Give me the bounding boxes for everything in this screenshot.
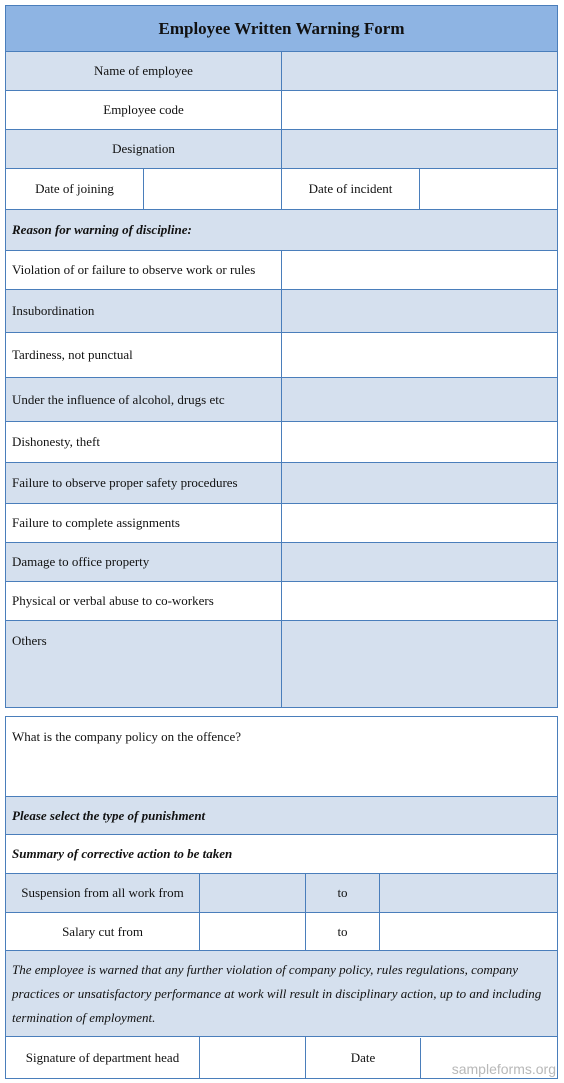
date-label: Date (306, 1038, 421, 1078)
reason-field[interactable] (282, 290, 558, 333)
designation-field[interactable] (282, 130, 558, 169)
reason-field[interactable] (282, 333, 558, 378)
corrective-action-table (5, 716, 558, 1079)
employee-code-label: Employee code (6, 91, 282, 130)
date-incident-field[interactable] (420, 169, 558, 210)
suspension-to-field[interactable] (380, 874, 558, 913)
date-joining-field[interactable] (144, 169, 282, 210)
suspension-label: Suspension from all work from (6, 874, 200, 913)
signature-field[interactable] (200, 1037, 306, 1079)
form-title: Employee Written Warning Form (6, 6, 558, 52)
punishment-heading: Please select the type of punishment (6, 797, 558, 835)
suspension-to-label: to (306, 874, 380, 913)
employee-code-field[interactable] (282, 91, 558, 130)
salary-cut-from-field[interactable] (200, 913, 306, 951)
date-incident-label: Date of incident (282, 169, 420, 210)
reason-label: Tardiness, not punctual (6, 333, 282, 378)
reason-field[interactable] (282, 251, 558, 290)
reason-label: Dishonesty, theft (6, 422, 282, 463)
salary-cut-to-label: to (306, 913, 380, 951)
salary-cut-to-field[interactable] (380, 913, 558, 951)
employee-name-label: Name of employee (6, 52, 282, 91)
policy-question[interactable]: What is the company policy on the offence? (6, 717, 558, 797)
designation-label: Designation (6, 130, 282, 169)
reason-field[interactable] (282, 504, 558, 543)
reason-field[interactable] (282, 422, 558, 463)
signature-label: Signature of department head (6, 1037, 200, 1079)
suspension-from-field[interactable] (200, 874, 306, 913)
employee-info-table (5, 5, 558, 708)
reason-label: Physical or verbal abuse to co-workers (6, 582, 282, 621)
employee-name-field[interactable] (282, 52, 558, 91)
reason-heading: Reason for warning of discipline: (6, 210, 558, 251)
reason-label: Insubordination (6, 290, 282, 333)
salary-cut-label: Salary cut from (6, 913, 200, 951)
reason-label: Others (6, 621, 282, 708)
date-joining-label: Date of joining (6, 169, 144, 210)
reason-field[interactable] (282, 621, 558, 708)
reason-field[interactable] (282, 582, 558, 621)
reason-label: Under the influence of alcohol, drugs etc (6, 378, 282, 422)
reason-label: Violation of or failure to observe work or rules (6, 251, 282, 290)
summary-heading: Summary of corrective action to be taken (6, 835, 558, 874)
reason-field[interactable] (282, 463, 558, 504)
reason-field[interactable] (282, 378, 558, 422)
watermark: sampleforms.org (451, 1061, 556, 1077)
reason-label: Failure to observe proper safety procedures (6, 463, 282, 504)
reason-label: Failure to complete assignments (6, 504, 282, 543)
reason-field[interactable] (282, 543, 558, 582)
reason-label: Damage to office property (6, 543, 282, 582)
warning-notice: The employee is warned that any further violation of company policy, rules regulations, company practices or unsatisfactory performance at work will result in disciplinary action, up to and including termination of employment. (6, 951, 558, 1037)
